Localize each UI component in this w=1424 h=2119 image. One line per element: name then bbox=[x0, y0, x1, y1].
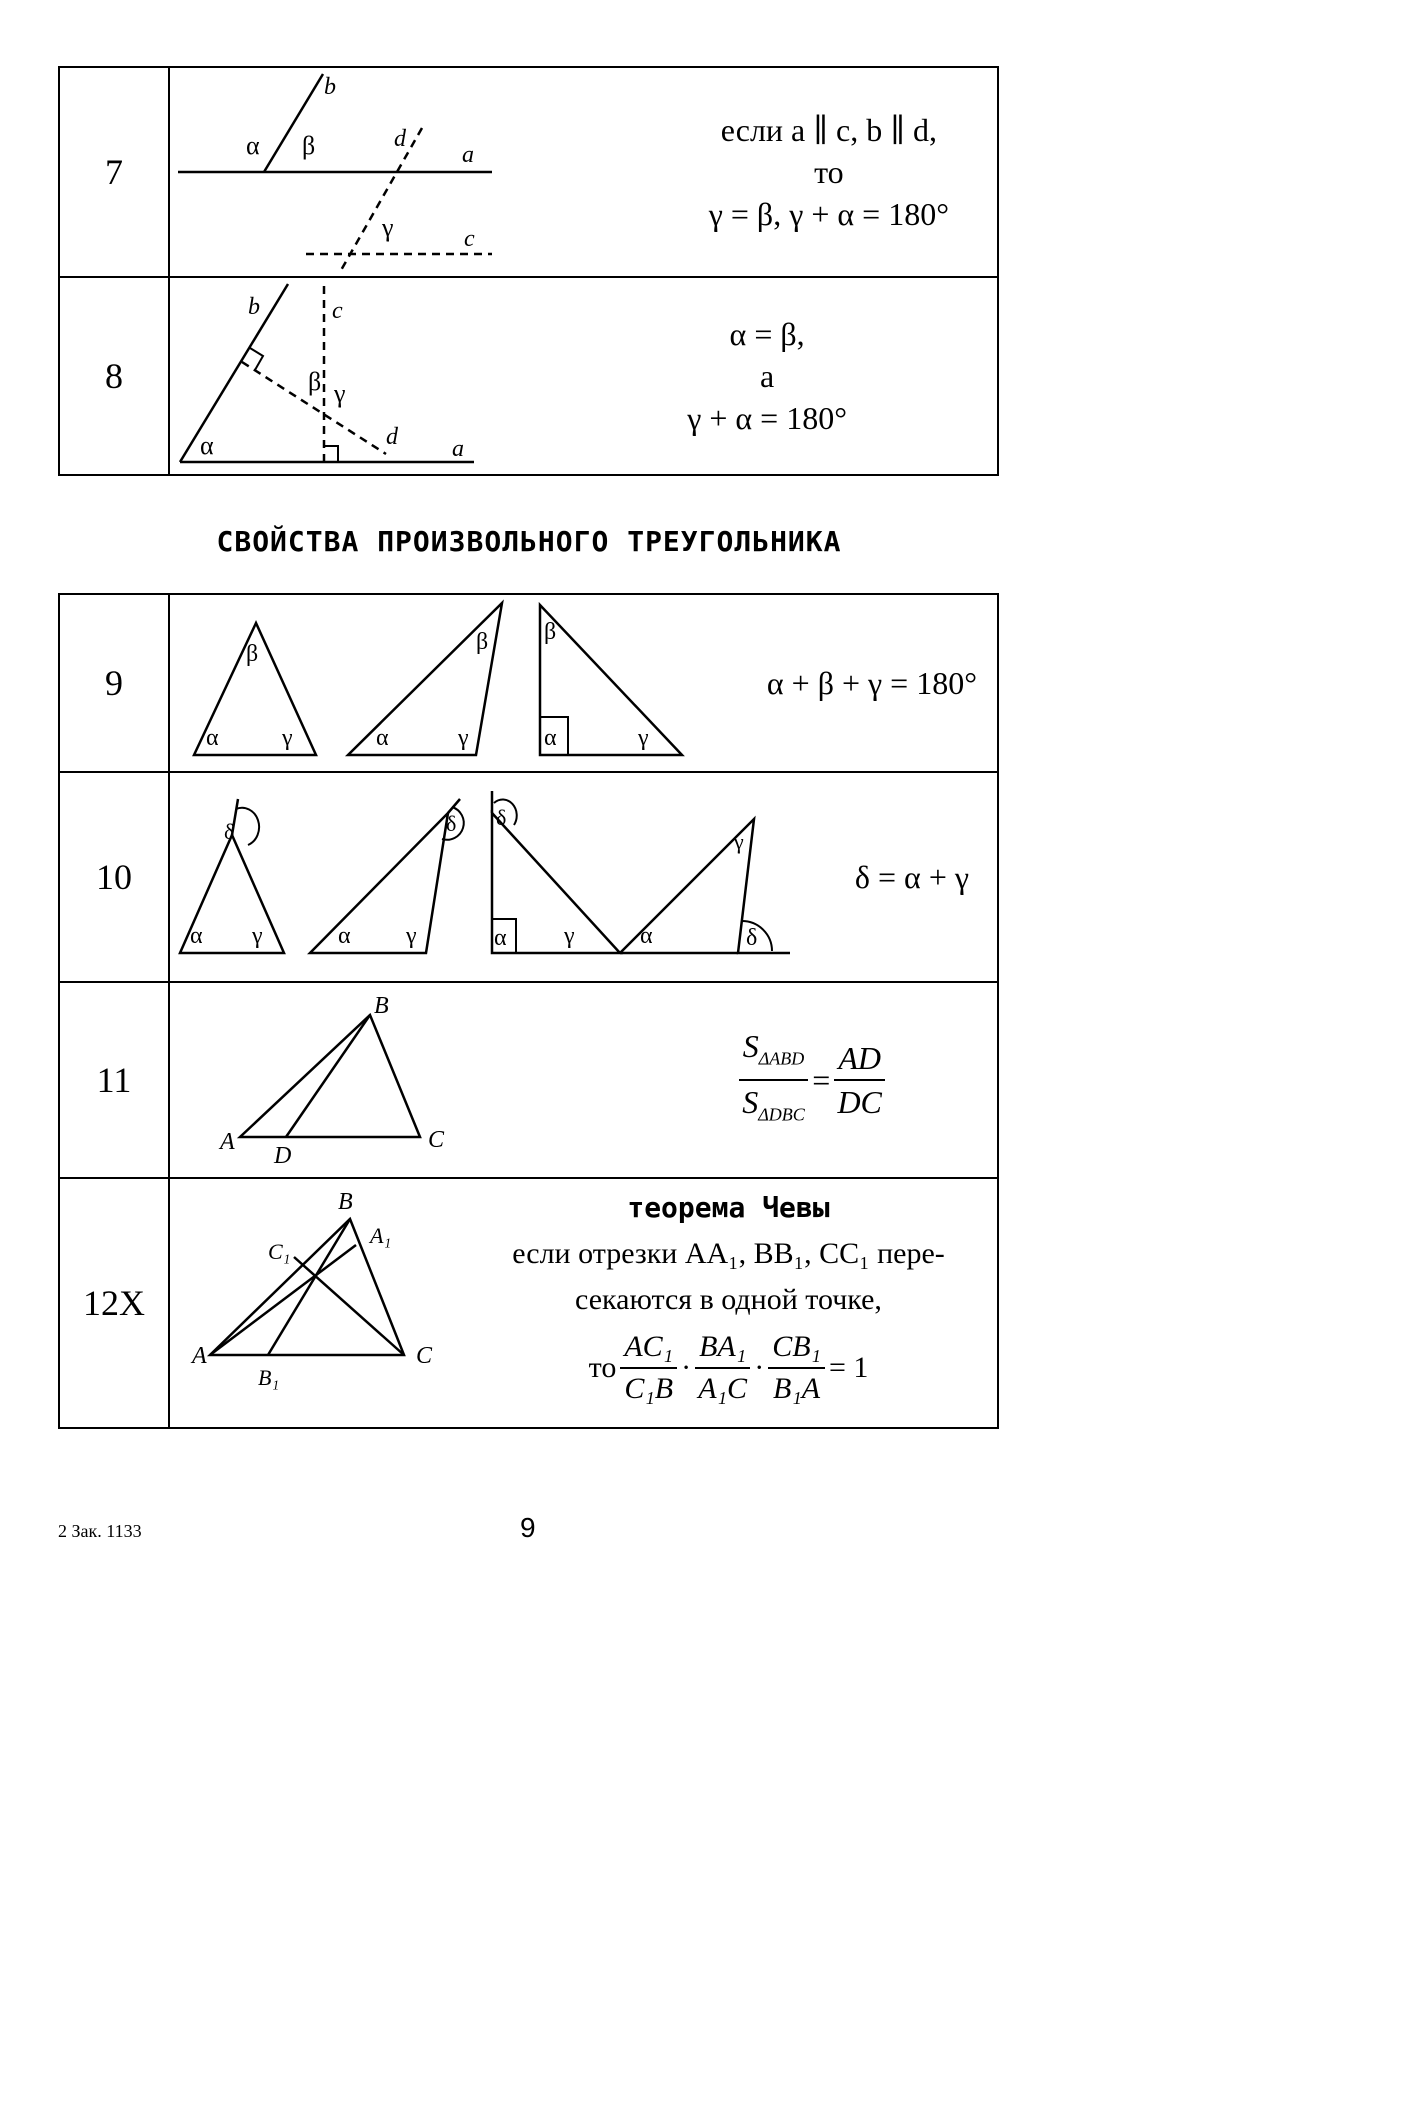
label-b: b bbox=[324, 74, 336, 100]
to-word: то bbox=[588, 1351, 617, 1384]
denominator: DC bbox=[837, 1084, 882, 1120]
label-gamma: γ bbox=[406, 923, 417, 949]
ceva-formula bbox=[468, 1327, 989, 1409]
footer-order-number: 2 Зак. 1133 bbox=[58, 1521, 142, 1541]
table-row bbox=[60, 278, 997, 474]
area-symbol: S bbox=[742, 1084, 759, 1120]
numerator: CB₁ bbox=[768, 1327, 825, 1369]
diagram-row-10 bbox=[170, 773, 810, 979]
formula-row-8 bbox=[687, 278, 847, 474]
figure-exterior-angle bbox=[170, 773, 810, 981]
numerator: AD bbox=[834, 1037, 885, 1081]
row-number: 10 bbox=[60, 773, 170, 981]
label-c: c bbox=[464, 226, 475, 252]
label-a: a bbox=[462, 142, 474, 168]
formula-line: а bbox=[760, 358, 775, 394]
theorem-title: теорема Чевы bbox=[627, 1191, 830, 1224]
label-d: d bbox=[386, 424, 398, 450]
formula-row-10: δ = α + γ bbox=[854, 859, 969, 895]
label-A1: A₁ bbox=[370, 1223, 392, 1248]
label-A: A bbox=[192, 1343, 207, 1369]
formula-line: γ = β, γ + α = 180° bbox=[708, 196, 949, 232]
fraction-3 bbox=[768, 1327, 825, 1409]
table-row bbox=[60, 983, 997, 1179]
label-delta: δ bbox=[496, 805, 507, 830]
area-subscript: ΔABD bbox=[758, 1048, 805, 1068]
result: = 1 bbox=[828, 1351, 869, 1384]
table-row bbox=[60, 595, 997, 773]
label-b: b bbox=[248, 294, 260, 320]
area-subscript: ΔDBC bbox=[758, 1104, 805, 1125]
label-gamma: γ bbox=[382, 213, 394, 242]
label-alpha: α bbox=[338, 923, 351, 949]
label-C: C bbox=[428, 1127, 445, 1153]
label-gamma: γ bbox=[564, 923, 575, 949]
label-alpha: α bbox=[494, 925, 507, 951]
label-gamma: γ bbox=[252, 923, 263, 949]
fraction-area-ratio bbox=[739, 1025, 809, 1136]
area-symbol: S bbox=[742, 1027, 759, 1064]
label-alpha: α bbox=[200, 431, 214, 460]
label-C1: C₁ bbox=[268, 1239, 291, 1264]
table-row bbox=[60, 773, 997, 983]
label-C: C bbox=[416, 1343, 433, 1369]
formula-line: если a ∥ c, b ∥ d, bbox=[720, 112, 937, 148]
page-number: 9 bbox=[520, 1512, 536, 1543]
label-B: B bbox=[374, 993, 389, 1019]
label-gamma: γ bbox=[638, 725, 649, 751]
ceva-theorem bbox=[468, 1185, 989, 1409]
figure-perpendicular-sides bbox=[170, 278, 530, 474]
label-d: d bbox=[394, 126, 406, 152]
denominator: A₁C bbox=[698, 1372, 748, 1405]
fraction-2 bbox=[695, 1327, 750, 1409]
formula-row-11 bbox=[735, 983, 889, 1177]
label-B: B bbox=[338, 1189, 353, 1215]
numerator: BA₁ bbox=[695, 1327, 750, 1369]
table-row bbox=[60, 68, 997, 278]
label-A: A bbox=[220, 1129, 235, 1155]
label-beta: β bbox=[302, 131, 316, 160]
formula-line: γ + α = 180° bbox=[687, 400, 847, 436]
label-B1: B₁ bbox=[258, 1365, 280, 1390]
diagram-row-7 bbox=[170, 68, 530, 274]
diagram-row-8 bbox=[170, 278, 530, 474]
label-gamma: γ bbox=[334, 379, 346, 408]
row-number: 12Х bbox=[60, 1179, 170, 1427]
fraction-segment-ratio bbox=[834, 1037, 885, 1123]
equals-sign: = bbox=[812, 1062, 831, 1098]
dot: · bbox=[754, 1351, 765, 1384]
top-table bbox=[58, 66, 999, 476]
row-number: 7 bbox=[60, 68, 170, 276]
label-beta: β bbox=[476, 629, 489, 655]
label-gamma: γ bbox=[458, 725, 469, 751]
label-alpha: α bbox=[376, 725, 389, 751]
label-alpha: α bbox=[544, 725, 557, 751]
label-a: a bbox=[452, 436, 464, 462]
label-delta: δ bbox=[446, 811, 457, 836]
denominator: C₁B bbox=[624, 1372, 674, 1405]
table-row bbox=[60, 1179, 997, 1427]
denominator: B₁A bbox=[773, 1372, 821, 1405]
figure-triangle-median bbox=[170, 983, 490, 1177]
theorem-text-line: если отрезки AA₁, BB₁, CC₁ пере- bbox=[512, 1237, 945, 1270]
label-gamma: γ bbox=[282, 725, 293, 751]
formula-row-9: α + β + γ = 180° bbox=[766, 665, 977, 701]
label-alpha: α bbox=[246, 131, 260, 160]
dot: · bbox=[681, 1351, 692, 1384]
section-heading: СВОЙСТВА ПРОИЗВОЛЬНОГО ТРЕУГОЛЬНИКА bbox=[216, 525, 842, 558]
label-delta: δ bbox=[746, 925, 758, 951]
label-beta: β bbox=[308, 367, 322, 396]
row-number: 9 bbox=[60, 595, 170, 771]
formula-line: то bbox=[814, 154, 844, 190]
formula-line: α = β, bbox=[729, 316, 805, 352]
diagram-row-9 bbox=[170, 595, 710, 771]
numerator: AC₁ bbox=[620, 1327, 677, 1369]
figure-ceva bbox=[170, 1179, 470, 1427]
row-number: 11 bbox=[60, 983, 170, 1177]
figure-triangles-angle-sum bbox=[170, 595, 710, 771]
label-delta: δ bbox=[224, 819, 235, 844]
label-c: c bbox=[332, 298, 343, 324]
label-beta: β bbox=[246, 641, 259, 667]
fraction-1 bbox=[620, 1327, 677, 1409]
diagram-row-11 bbox=[170, 983, 490, 1177]
bottom-table bbox=[58, 593, 999, 1429]
formula-row-7 bbox=[709, 68, 949, 276]
label-D: D bbox=[274, 1143, 292, 1169]
diagram-row-12 bbox=[170, 1179, 470, 1425]
label-alpha: α bbox=[640, 923, 653, 949]
label-alpha: α bbox=[190, 923, 203, 949]
label-alpha: α bbox=[206, 725, 219, 751]
row-number: 8 bbox=[60, 278, 170, 474]
theorem-text-line: секаются в одной точке, bbox=[575, 1283, 882, 1316]
figure-parallel-lines bbox=[170, 68, 530, 276]
label-beta: β bbox=[544, 619, 557, 645]
label-gamma: γ bbox=[734, 829, 744, 854]
